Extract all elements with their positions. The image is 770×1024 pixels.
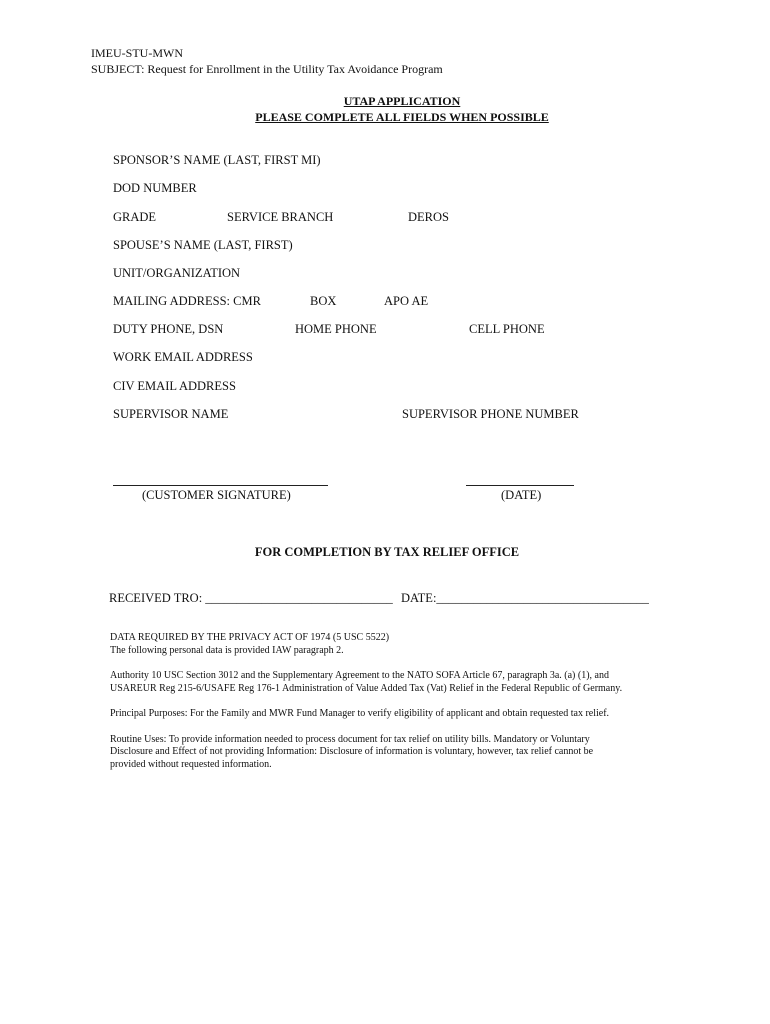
privacy-act-statement (110, 632, 730, 784)
privacy-routine-uses-line-1: Routine Uses: To provide information needed to process document for tax relief on utility bills. Mandatory or Voluntary (110, 733, 590, 745)
privacy-authority-line-1: Authority 10 USC Section 3012 and the Supplementary Agreement to the NATO SOFA Article 67, paragraph 3a. (a) (1), and (110, 670, 609, 681)
civ-email-field[interactable]: CIV EMAIL ADDRESS (113, 379, 236, 393)
office-code: IMEU-STU-MWN (91, 46, 183, 60)
supervisor-name-field[interactable]: SUPERVISOR NAME (113, 407, 229, 421)
signature-date-label: (DATE) (501, 488, 542, 502)
work-email-field[interactable]: WORK EMAIL ADDRESS (113, 350, 253, 364)
received-date-field[interactable]: DATE:__________________________________ (401, 591, 649, 605)
apo-ae-field[interactable]: APO AE (384, 294, 429, 308)
box-field[interactable]: BOX (310, 294, 337, 308)
duty-phone-field[interactable]: DUTY PHONE, DSN (113, 322, 224, 336)
privacy-principal-purposes: Principal Purposes: For the Family and MWR Fund Manager to verify eligibility of applicant and obtain requested tax relief. (110, 708, 610, 719)
mailing-address-cmr-field[interactable]: MAILING ADDRESS: CMR (113, 294, 261, 308)
privacy-intro: The following personal data is provided IAW paragraph 2. (110, 644, 344, 656)
privacy-authority-line-2: USAREUR Reg 215-6/USAFE Reg 176-1 Administration of Value Added Tax (Vat) Relief in the Federal Republic of Germany. (110, 682, 623, 694)
grade-field[interactable]: GRADE (113, 210, 157, 224)
unit-organization-field[interactable]: UNIT/ORGANIZATION (113, 266, 241, 280)
received-tro-field[interactable]: RECEIVED TRO: ______________________________ (109, 591, 393, 605)
supervisor-phone-field[interactable]: SUPERVISOR PHONE NUMBER (402, 407, 579, 421)
signature-date-line[interactable] (466, 485, 574, 486)
cell-phone-field[interactable]: CELL PHONE (469, 322, 545, 336)
form-instructions: PLEASE COMPLETE ALL FIELDS WHEN POSSIBLE (255, 110, 549, 124)
deros-field[interactable]: DEROS (408, 210, 449, 224)
customer-signature-line[interactable] (113, 485, 328, 486)
privacy-heading: DATA REQUIRED BY THE PRIVACY ACT OF 1974 (5 USC 5522) (110, 632, 390, 643)
dod-number-field[interactable]: DOD NUMBER (113, 181, 197, 195)
form-title: UTAP APPLICATION (343, 94, 461, 108)
home-phone-field[interactable]: HOME PHONE (295, 322, 377, 336)
office-section-heading: FOR COMPLETION BY TAX RELIEF OFFICE (254, 545, 520, 559)
sponsor-name-field[interactable]: SPONSOR’S NAME (LAST, FIRST MI) (113, 153, 321, 167)
privacy-routine-uses-line-2: Disclosure and Effect of not providing Information: Disclosure of information is voluntary, however, tax relief cannot be (110, 746, 594, 757)
service-branch-field[interactable]: SERVICE BRANCH (227, 210, 334, 224)
customer-signature-label: (CUSTOMER SIGNATURE) (142, 488, 291, 502)
privacy-routine-uses-line-3: provided without requested information. (110, 758, 272, 770)
spouse-name-field[interactable]: SPOUSE’S NAME (LAST, FIRST) (113, 238, 293, 252)
subject-line: SUBJECT: Request for Enrollment in the Utility Tax Avoidance Program (91, 62, 443, 76)
